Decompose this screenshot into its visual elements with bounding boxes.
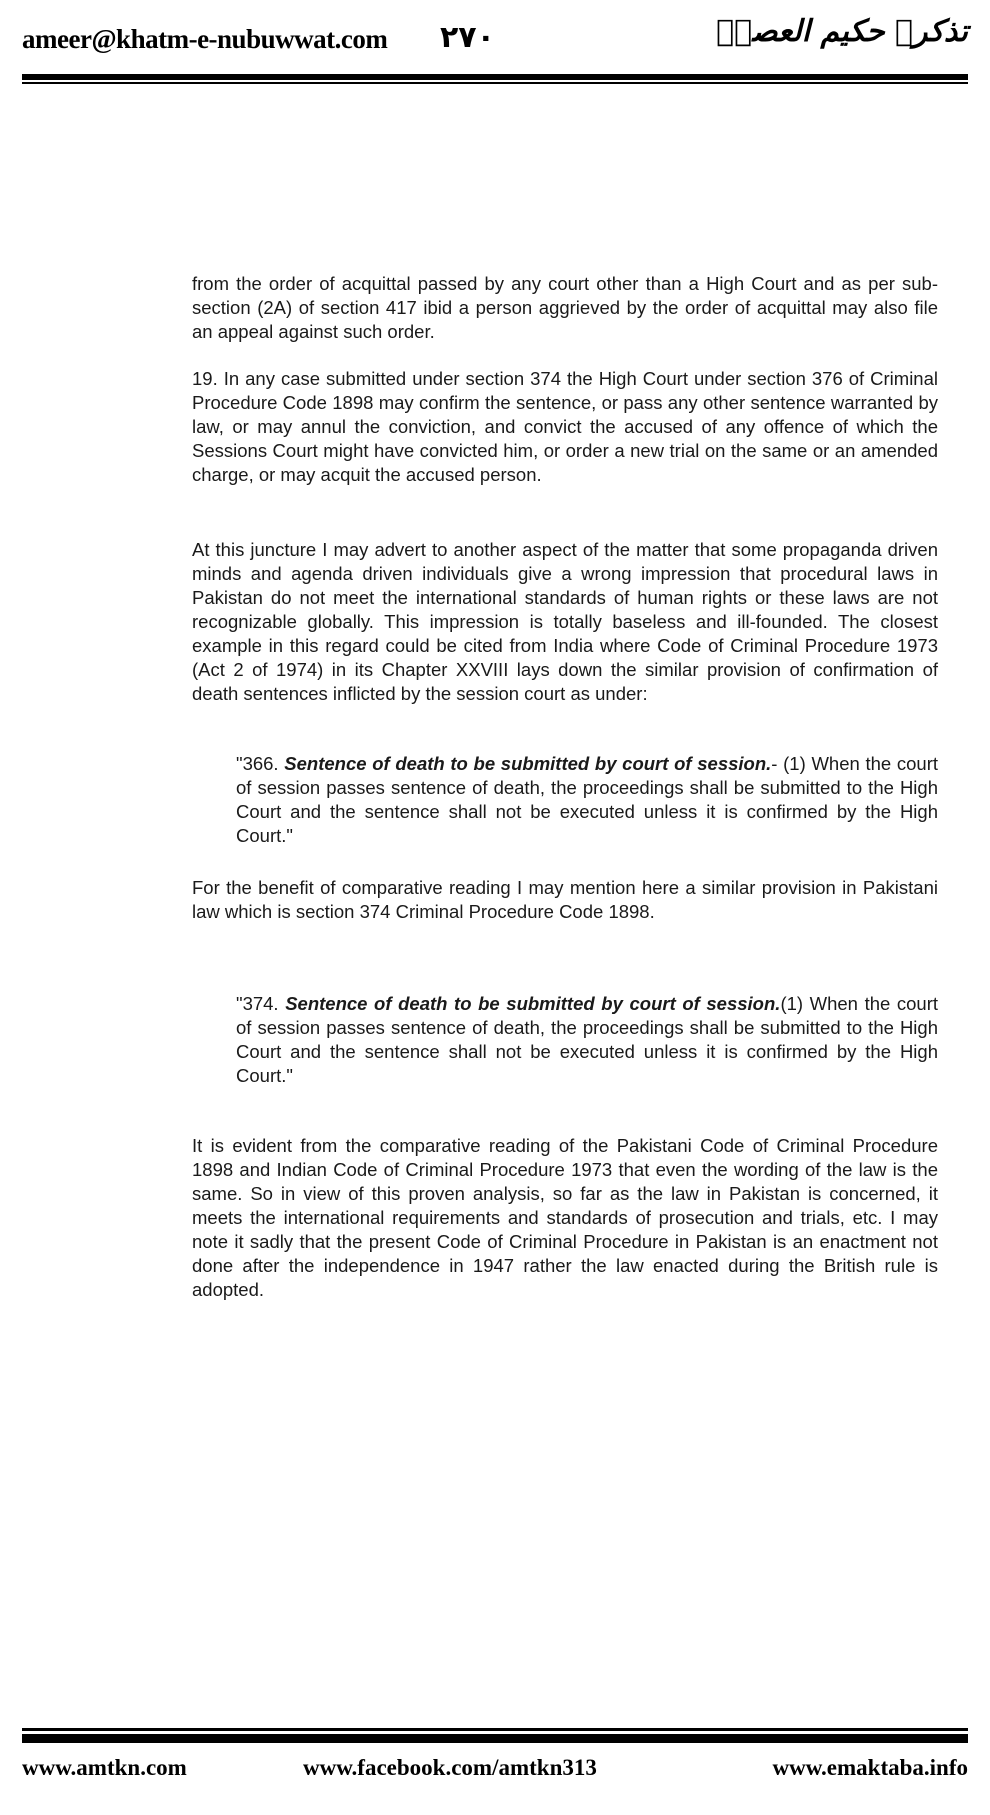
header-email: ameer@khatm-e-nubuwwat.com bbox=[22, 24, 388, 54]
page-number: ۲۷۰ bbox=[440, 20, 495, 55]
quote-heading: Sentence of death to be submitted by court of session. bbox=[285, 993, 781, 1014]
paragraph-continuation: from the order of acquittal passed by any court other than a High Court and as per sub-section (2A) of section 417 ibid a person aggrieved by the order of acquittal may also file an appeal against such order. bbox=[192, 273, 938, 342]
paragraph-comparative: For the benefit of comparative reading I may mention here a similar provision in Pakistani law which is section 374 Criminal Procedure Code 1898. bbox=[192, 877, 938, 922]
quote-indian-366 bbox=[236, 752, 938, 848]
header-rule-thin bbox=[22, 82, 968, 84]
paragraph-juncture: At this juncture I may advert to another aspect of the matter that some propaganda driven minds and agenda driven individuals give a wrong impression that procedural laws in Pakistan do not meet the international standards of human rights or these laws are not recognizable globally. This impression is totally baseless and ill-founded. The closest example in this regard could be cited from India where Code of Criminal Procedure 1973 (Act 2 of 1974) in its Chapter XXVIII lays down the similar provision of confirmation of death sentences inflicted by the session court as under: bbox=[192, 539, 938, 704]
footer-link-emaktaba[interactable]: www.emaktaba.info bbox=[772, 1755, 968, 1780]
quote-prefix: "366. bbox=[236, 753, 285, 774]
paragraph-evident: It is evident from the comparative reading of the Pakistani Code of Criminal Procedure 1898 and Indian Code of Criminal Procedure 1973 that even the wording of the law is the same. So in view of this proven analysis, so far as the law in Pakistan is concerned, it meets the international requirements and standards of prosecution and trials, etc. I may note it sadly that the present Code of Criminal Procedure in Pakistan is an enactment not done after the independence in 1947 rather the law enacted during the British rule is adopted. bbox=[192, 1135, 938, 1300]
quote-body: (1) When the court of session passes sentence of death, the proceedings shall be submitted to the High Court and the sentence shall not be executed unless it is confirmed by the High Court." bbox=[236, 993, 939, 1086]
paragraph-19: 19. In any case submitted under section 374 the High Court under section 376 of Criminal Procedure Code 1898 may confirm the sentence, or pass any other sentence warranted by law, or may annul the conviction, and convict the accused of any offence of which the Sessions Court might have convicted him, or order a new trial on the same or an amended charge, or may acquit the accused person. bbox=[192, 368, 938, 485]
footer-rule-thick bbox=[22, 1734, 968, 1743]
quote-pakistani-374 bbox=[236, 992, 938, 1088]
footer-rule-thin bbox=[22, 1728, 968, 1731]
quote-prefix: "374. bbox=[236, 993, 286, 1014]
header-rule-thick bbox=[22, 74, 968, 80]
quote-body: - (1) When the court of session passes sentence of death, the proceedings shall be submitted to the High Court and the sentence shall not be executed unless it is confirmed by the High Court." bbox=[236, 753, 938, 846]
quote-heading: Sentence of death to be submitted by court of session. bbox=[284, 753, 772, 774]
footer-link-amtkn[interactable]: www.amtkn.com bbox=[22, 1755, 187, 1780]
book-title: تذکرہ حکیم العصرؒ bbox=[716, 14, 968, 49]
footer-link-facebook[interactable]: www.facebook.com/amtkn313 bbox=[303, 1755, 597, 1780]
